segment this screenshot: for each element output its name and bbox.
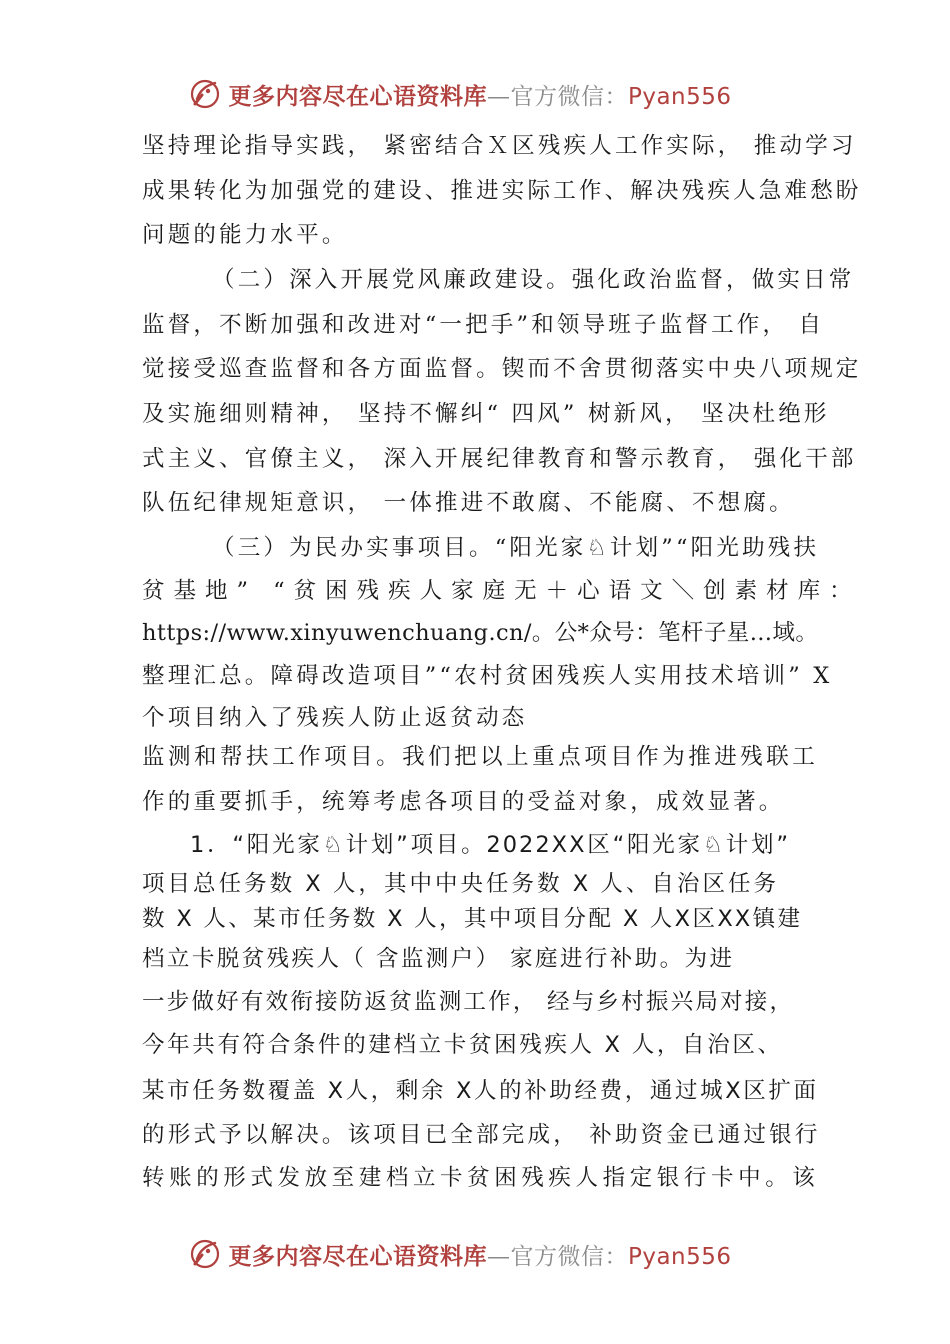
header-brand-text: 更多内容尽在心语资料库 [228,82,487,110]
footer-dash: — [486,1243,511,1270]
footer-wechat-id: Pyan556 [627,1243,732,1270]
text-line: 成果转化为加强党的建设、推进实际工作、解决残疾人急难愁盼 [142,178,862,204]
text-line: 一步做好有效衔接防返贫监测工作， 经与乡村振兴局对接， [142,989,794,1015]
text-line: 档立卡脱贫残疾人（ 含监测户） 家庭进行补助。为进 [142,946,734,972]
text-line: 个项目纳入了残疾人防止返贫动态 [142,705,528,731]
text-line: 队伍纪律规矩意识， 一体推进不敢腐、不能腐、不想腐。 [142,490,795,516]
header-dash: — [486,83,511,110]
text-line: 觉接受巡查监督和各方面监督。锲而不舍贯彻落实中央八项规定 [142,356,862,382]
footer-watermark-text [228,1238,731,1271]
brand-logo-icon [188,77,222,111]
text-line: 整理汇总。障碍改造项目”“农村贫困残疾人实用技术培训” X [142,663,833,689]
footer-brand-text: 更多内容尽在心语资料库 [228,1242,487,1270]
brand-logo-icon [188,1237,222,1271]
text-line: 监测和帮扶工作项目。我们把以上重点项目作为推进残联工 [142,744,818,770]
text-line: 数 X 人、某市任务数 X 人，其中项目分配 X 人X区XX镇建 [142,906,802,932]
text-line: 坚持理论指导实践， 紧密结合Ｘ区残疾人工作实际， 推动学习 [142,133,857,159]
text-line: 今年共有符合条件的建档立卡贫困残疾人 X 人，自治区、 [142,1032,782,1058]
text-line: 作的重要抓手，统筹考虑各项目的受益对象，成效显著。 [142,789,785,815]
text-line: 监督，不断加强和改进对“一把手”和领导班子监督工作， 自 [142,312,825,338]
text-line: 及实施细则精神， 坚持不懈纠“ 四风” 树新风， 坚决杜绝形 [142,401,830,427]
text-line: 问题的能力水平。 [142,222,348,248]
text-line: 转账的形式发放至建档立卡贫困残疾人指定银行卡中。该 [142,1165,818,1191]
text-line: 1．“阳光家♘计划”项目。2022XX区“阳光家♘计划” [190,832,790,858]
header-watermark-text [228,78,731,111]
text-line: 某市任务数覆盖 X人，剩余 X人的补助经费，通过城X区扩面 [142,1078,818,1104]
header-official-label: 官方微信： [510,83,628,110]
text-line: （三）为民办实事项目。“阳光家♘计划”“阳光助残扶 [212,535,820,561]
text-line: 项目总任务数 X 人，其中中央任务数 X 人、自治区任务 [142,871,778,897]
text-line: （二）深入开展党风廉政建设。强化政治监督，做实日常 [212,267,855,293]
header-watermark-banner [0,72,950,116]
footer-official-label: 官方微信： [510,1243,628,1270]
text-line: 的形式予以解决。该项目已全部完成， 补助资金已通过银行 [142,1122,821,1148]
footer-watermark-banner [0,1232,950,1276]
text-line: 贫基地” “贫困残疾人家庭无＋心语文＼创素材库： [142,578,861,604]
text-line: 式主义、官僚主义， 深入开展纪律教育和警示教育， 强化干部 [142,446,857,472]
text-line: https://www.xinyuwenchuang.cn/。公*众号：笔杆子星…域。 [142,620,819,646]
header-wechat-id: Pyan556 [627,83,732,110]
